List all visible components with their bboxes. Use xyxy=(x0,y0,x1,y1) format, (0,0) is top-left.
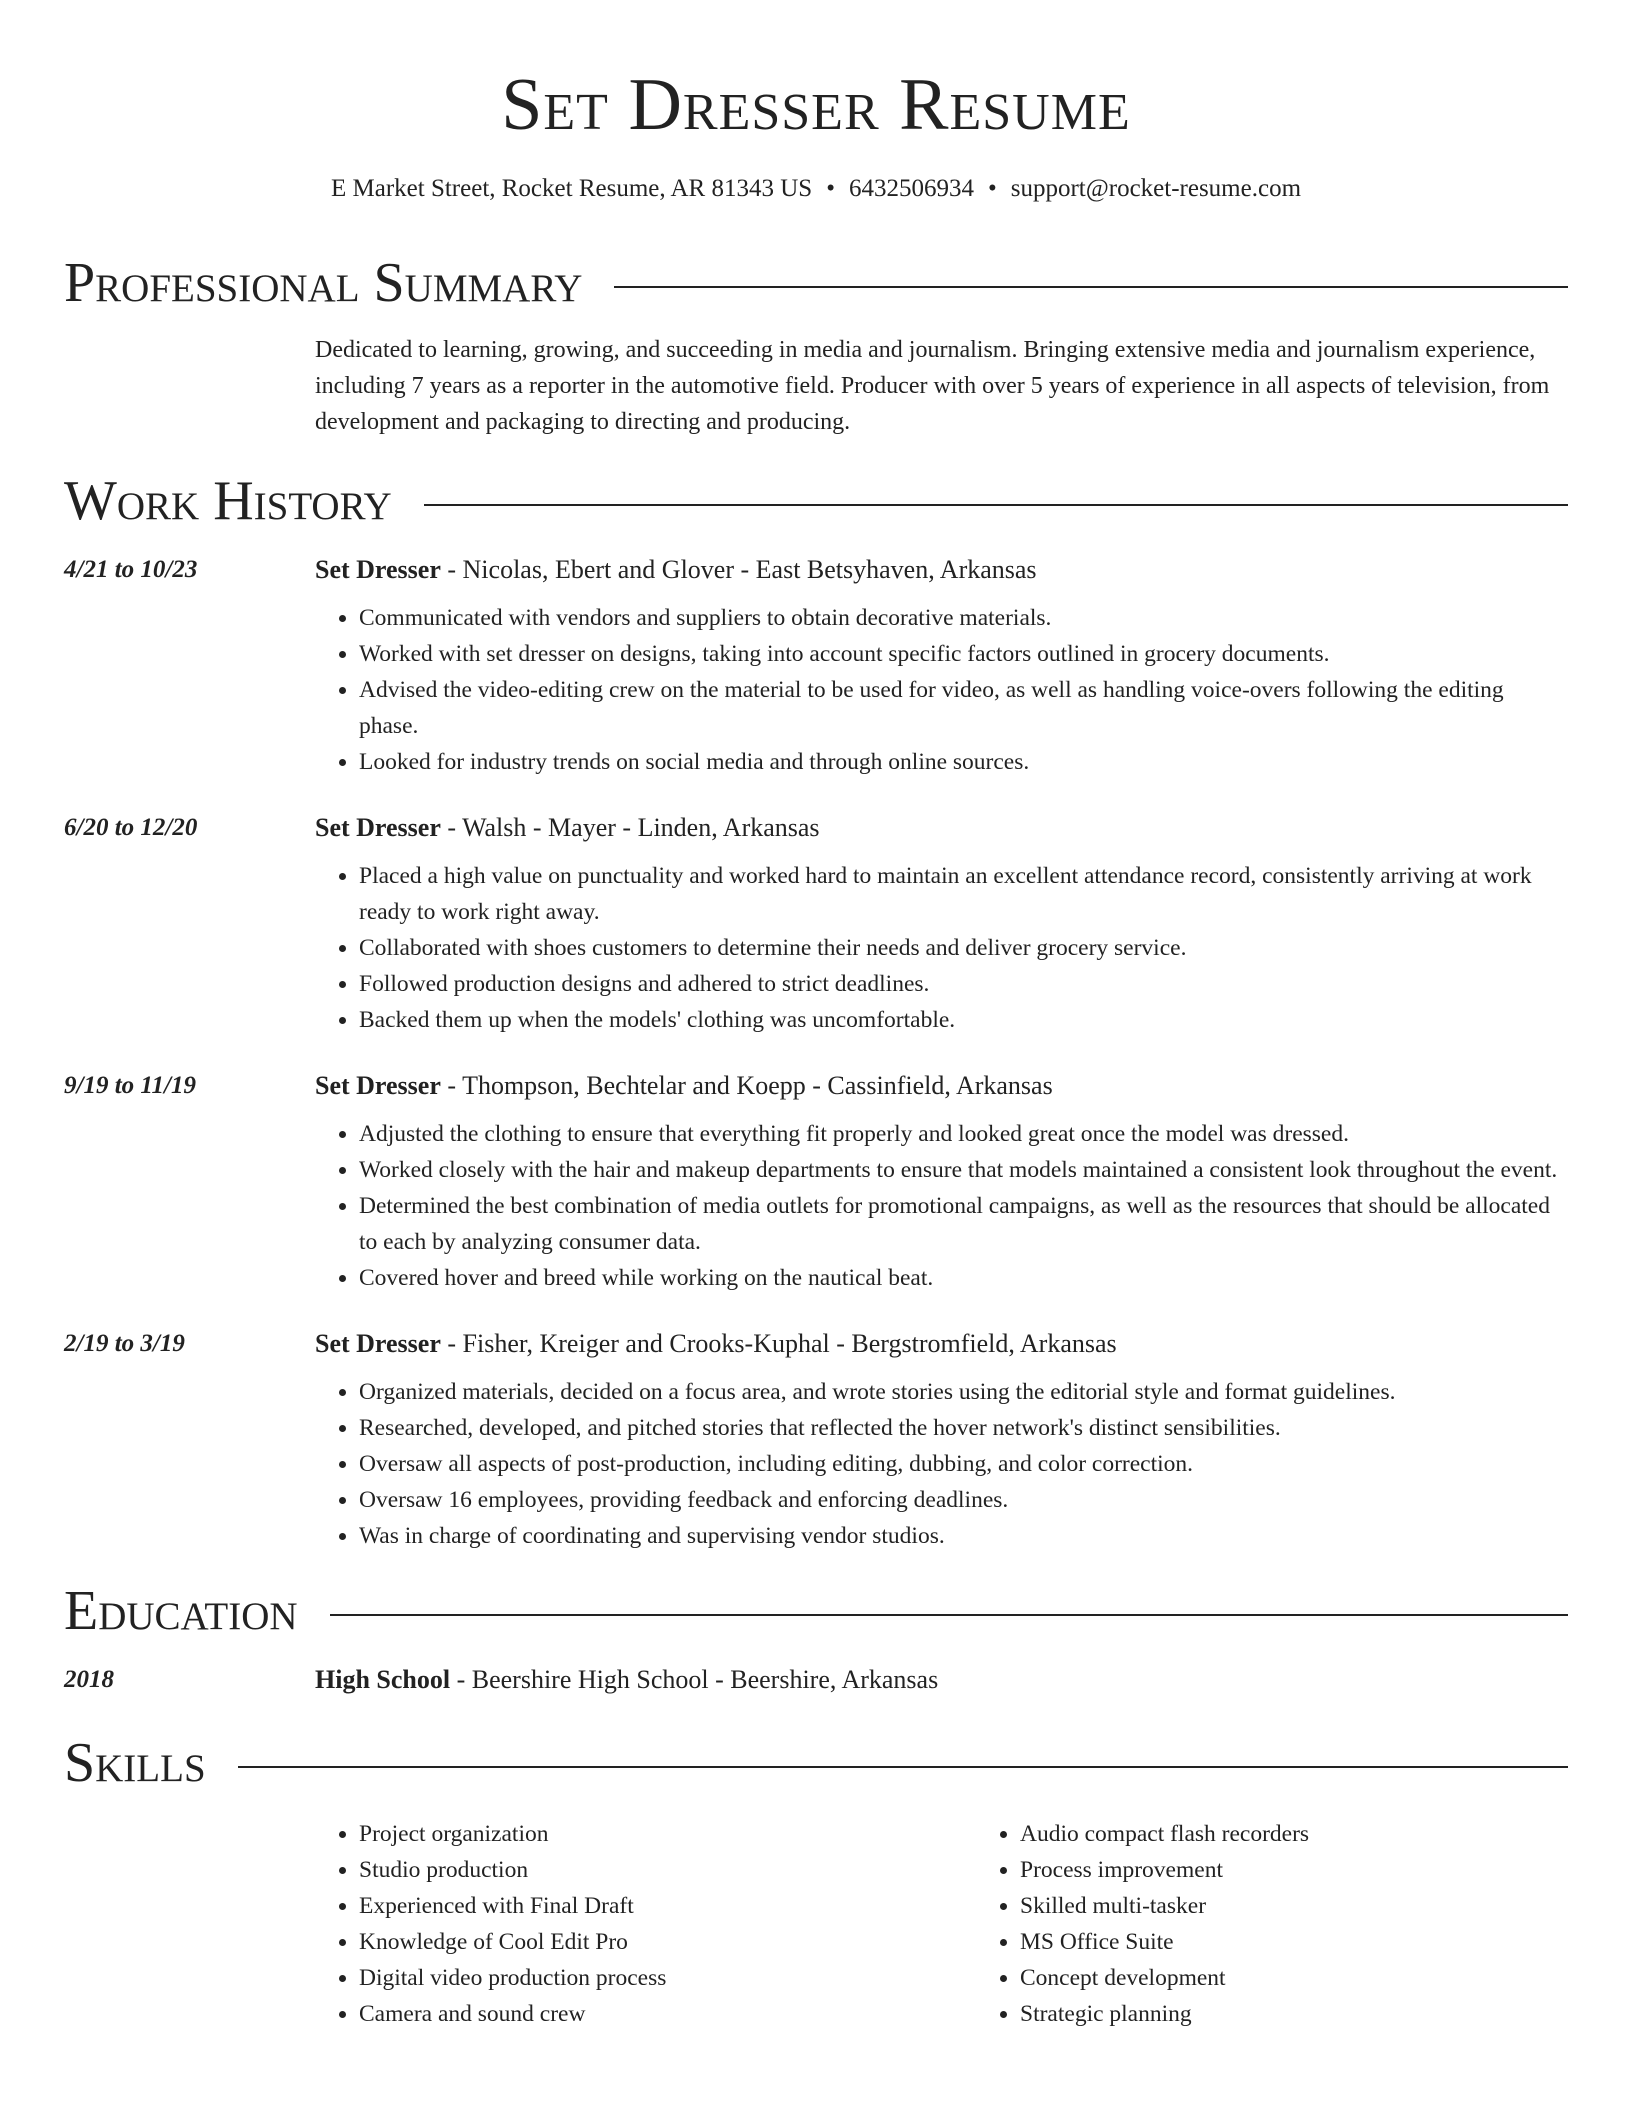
skill-item: • Audio compact flash recorders xyxy=(1020,1816,1632,1852)
job-title-line xyxy=(315,1068,1568,1104)
separator: • xyxy=(987,175,997,202)
work-history-list xyxy=(64,552,1568,1554)
job-title-line xyxy=(315,552,1568,588)
skills-columns xyxy=(315,1808,1632,2032)
skills-list-left xyxy=(315,1816,976,2032)
job-dates: 6/20 to 12/20 xyxy=(64,814,198,841)
section-rule xyxy=(330,1614,1568,1616)
section-header-work xyxy=(64,466,1568,536)
job-employer: - Fisher, Kreiger and Crooks-Kuphal - Bergstromfield, Arkansas xyxy=(440,1329,1117,1358)
education-details xyxy=(315,1662,1568,1698)
left-gutter xyxy=(64,1798,315,2032)
job-bullets xyxy=(315,600,1568,780)
job-bullet: • Backed them up when the models' clothing was uncomfortable. xyxy=(359,1002,1568,1038)
education-degree: High School xyxy=(315,1665,451,1694)
resume-page xyxy=(64,0,1568,2032)
job-employer: - Thompson, Bechtelar and Koepp - Cassinfield, Arkansas xyxy=(440,1071,1053,1100)
job-bullet: • Was in charge of coordinating and supervising vendor studios. xyxy=(359,1518,1568,1554)
job-bullet: • Adjusted the clothing to ensure that everything fit properly and looked great once the model was dressed. xyxy=(359,1116,1568,1152)
job-title-line xyxy=(315,1326,1568,1362)
job-bullet: • Looked for industry trends on social media and through online sources. xyxy=(359,744,1568,780)
section-header-summary xyxy=(64,248,1568,318)
job-bullet: • Oversaw 16 employees, providing feedback and enforcing deadlines. xyxy=(359,1482,1568,1518)
job-details xyxy=(315,1068,1568,1296)
skill-item: • Knowledge of Cool Edit Pro xyxy=(359,1924,976,1960)
summary-text: Dedicated to learning, growing, and succeeding in media and journalism. Bringing extensive media and journalism experience, including 7 years as a reporter in the automotive field. Producer with over 5 years of experience in all aspects of television, from development and packaging to directing and producing. xyxy=(315,337,1550,435)
education-list xyxy=(64,1662,1568,1698)
job-bullet: • Worked closely with the hair and makeup departments to ensure that models maintained a consistent look throughout the event. xyxy=(359,1152,1568,1188)
job-title: Set Dresser xyxy=(315,813,441,842)
summary-row xyxy=(64,332,1568,440)
job-title: Set Dresser xyxy=(315,1329,441,1358)
skill-item: • Camera and sound crew xyxy=(359,1996,976,2032)
separator: • xyxy=(826,175,835,202)
address: E Market Street, Rocket Resume, AR 81343 US xyxy=(330,175,813,202)
job-dates: 2/19 to 3/19 xyxy=(64,1330,185,1357)
skill-item: • Digital video production process xyxy=(359,1960,976,1996)
job-title: Set Dresser xyxy=(315,1071,441,1100)
section-header-skills xyxy=(64,1728,1568,1798)
section-rule xyxy=(424,504,1568,506)
section-header-education xyxy=(64,1576,1568,1646)
education-year: 2018 xyxy=(64,1666,114,1693)
job-entry xyxy=(64,552,1568,780)
phone: 6432506934 xyxy=(848,175,974,202)
job-bullet: • Placed a high value on punctuality and worked hard to maintain an excellent attendance record, consistently arriving at work ready to work right away. xyxy=(359,858,1568,930)
job-title-line xyxy=(315,810,1568,846)
job-employer: - Walsh - Mayer - Linden, Arkansas xyxy=(440,813,820,842)
job-bullet: • Communicated with vendors and suppliers to obtain decorative materials. xyxy=(359,600,1568,636)
job-dates: 9/19 to 11/19 xyxy=(64,1072,196,1099)
job-entry xyxy=(64,1068,1568,1296)
section-title: Education xyxy=(64,1580,298,1642)
job-bullets xyxy=(315,1116,1568,1296)
job-entry xyxy=(64,810,1568,1038)
education-entry xyxy=(64,1662,1568,1698)
section-rule xyxy=(238,1766,1568,1768)
skill-item: • Project organization xyxy=(359,1816,976,1852)
education-school: - Beershire High School - Beershire, Arkansas xyxy=(450,1665,939,1694)
job-bullet: • Followed production designs and adhered to strict deadlines. xyxy=(359,966,1568,1002)
skill-item: • Process improvement xyxy=(1020,1852,1632,1888)
job-bullet: • Determined the best combination of media outlets for promotional campaigns, as well as the resources that should be allocated to each by analyzing consumer data. xyxy=(359,1188,1568,1260)
job-bullet: • Advised the video-editing crew on the material to be used for video, as well as handling voice-overs following the editing phase. xyxy=(359,672,1568,744)
page-title: Set Dresser Resume xyxy=(501,64,1131,146)
skill-item: • Experienced with Final Draft xyxy=(359,1888,976,1924)
skill-item: • Strategic planning xyxy=(1020,1996,1632,2032)
email: support@rocket-resume.com xyxy=(1010,175,1302,202)
job-bullet: • Organized materials, decided on a focus area, and wrote stories using the editorial style and format guidelines. xyxy=(359,1374,1568,1410)
section-rule xyxy=(614,286,1568,288)
job-bullet: • Collaborated with shoes customers to determine their needs and deliver grocery service. xyxy=(359,930,1568,966)
job-details xyxy=(315,810,1568,1038)
skill-item: • Studio production xyxy=(359,1852,976,1888)
job-details xyxy=(315,1326,1568,1554)
skills-list-right xyxy=(976,1816,1632,2032)
contact-line xyxy=(64,172,1568,206)
job-bullets xyxy=(315,1374,1568,1554)
skill-item: • Concept development xyxy=(1020,1960,1632,1996)
job-dates: 4/21 to 10/23 xyxy=(64,556,198,583)
section-title: Professional Summary xyxy=(64,252,583,314)
skill-item: • Skilled multi-tasker xyxy=(1020,1888,1632,1924)
job-details xyxy=(315,552,1568,780)
job-entry xyxy=(64,1326,1568,1554)
left-gutter xyxy=(64,332,315,440)
job-bullet: • Covered hover and breed while working on the nautical beat. xyxy=(359,1260,1568,1296)
job-bullet: • Oversaw all aspects of post-production, including editing, dubbing, and color correction. xyxy=(359,1446,1568,1482)
section-title: Work History xyxy=(64,470,392,532)
job-employer: - Nicolas, Ebert and Glover - East Betsyhaven, Arkansas xyxy=(440,555,1037,584)
job-bullet: • Researched, developed, and pitched stories that reflected the hover network's distinct sensibilities. xyxy=(359,1410,1568,1446)
job-bullet: • Worked with set dresser on designs, taking into account specific factors outlined in grocery documents. xyxy=(359,636,1568,672)
skill-item: • MS Office Suite xyxy=(1020,1924,1632,1960)
skills-row xyxy=(64,1798,1568,2032)
section-title: Skills xyxy=(64,1732,206,1794)
job-title: Set Dresser xyxy=(315,555,441,584)
job-bullets xyxy=(315,858,1568,1038)
